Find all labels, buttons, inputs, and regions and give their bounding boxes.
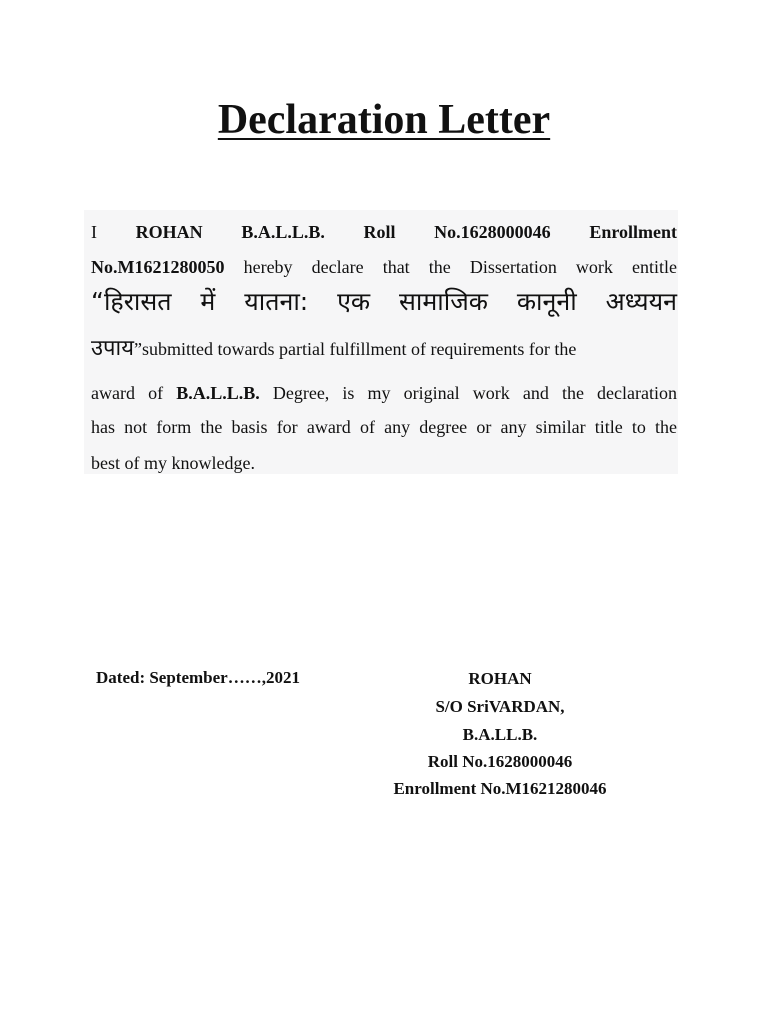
roll-number: No.1628000046	[434, 222, 551, 242]
body-line-4	[91, 338, 677, 360]
body-line-5-pre: award of	[91, 383, 177, 403]
dated-line: Dated: September……,2021	[96, 668, 300, 687]
signature-name: ROHAN	[468, 669, 532, 688]
hindi-title-line-1: “हिरासत में यातना: एक सामाजिक कानूनी अध्ययन	[91, 287, 677, 316]
body-line-1	[91, 221, 677, 243]
degree-name: B.A.L.L.B.	[176, 383, 260, 403]
document-title: Declaration Letter	[217, 97, 551, 143]
body-line-5-post: Degree, is my original work and the declaration	[259, 383, 678, 403]
body-word-i: I	[91, 222, 97, 242]
body-line-2-text: hereby declare that the Dissertation work entitle	[224, 257, 677, 277]
enrollment-label: Enrollment	[589, 222, 677, 242]
enrollment-number: No.M1621280050	[91, 257, 225, 277]
body-line-7: best of my knowledge.	[91, 453, 255, 473]
signature-course: B.A.LL.B.	[462, 725, 538, 744]
course-name: B.A.L.L.B.	[241, 222, 325, 242]
body-line-4-text: ”submitted towards partial fulfillment of requirements for the	[134, 339, 577, 359]
signature-roll: Roll No.1628000046	[427, 752, 573, 771]
body-line-5	[91, 382, 677, 404]
student-name: ROHAN	[135, 222, 203, 242]
roll-label: Roll	[363, 222, 396, 242]
body-line-6: has not form the basis for award of any degree or any similar title to the	[91, 417, 677, 437]
body-line-2	[91, 256, 677, 278]
signature-enrollment: Enrollment No.M1621280046	[393, 779, 607, 798]
signature-parent: S/O SriVARDAN,	[435, 697, 565, 716]
hindi-title-line-2: उपाय	[91, 336, 135, 361]
